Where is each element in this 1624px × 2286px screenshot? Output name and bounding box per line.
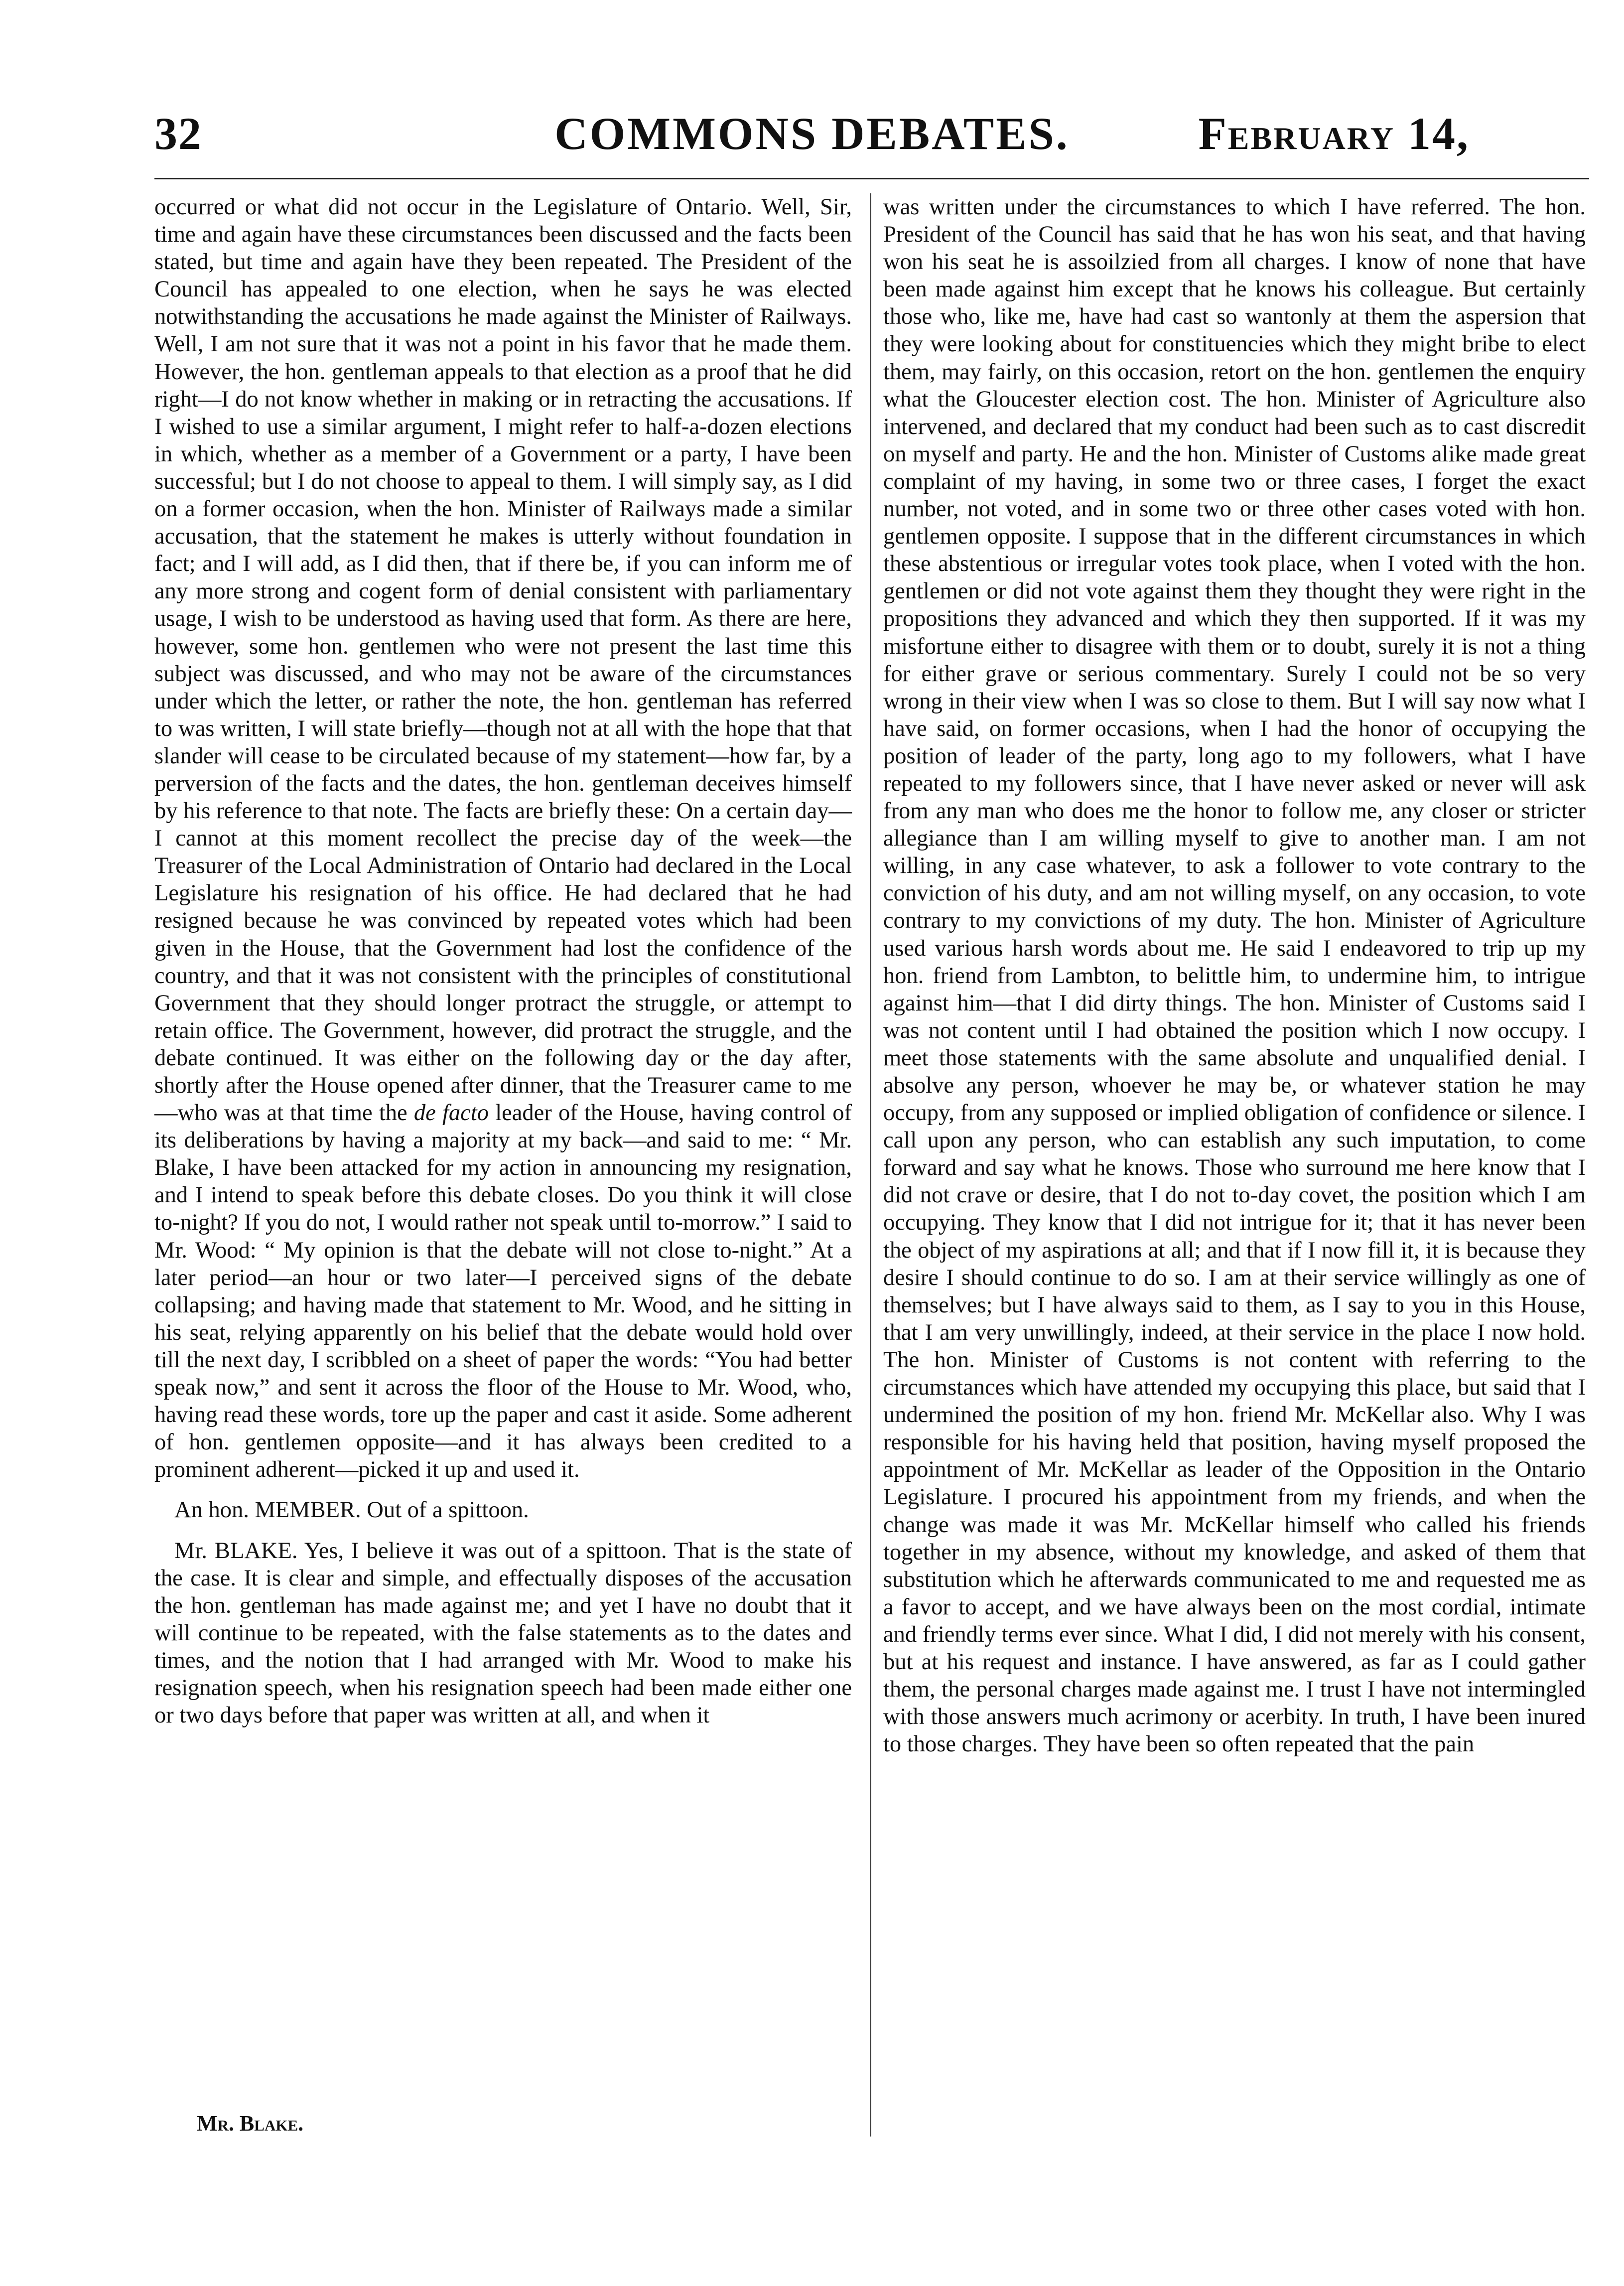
right-column xyxy=(883,193,1586,1758)
left-paragraph-3: Mr. BLAKE. Yes, I believe it was out of a spittoon. That is the state of the case. It is clear and simple, and effectually disposes of the accusation the hon. gentleman has made against me; and yet I have no doubt that it will continue to be repeated, with the false statements as to the dates and times, and the notion that I had arranged with Mr. Wood to make his resignation speech, when his resignation speech had been made either one or two days before that paper was written at all, and when it xyxy=(154,1538,852,1728)
header-date: February 14, xyxy=(1198,108,1470,159)
italic-de-facto: de facto xyxy=(413,1100,489,1126)
left-column xyxy=(154,193,852,1729)
publication-title: COMMONS DEBATES. xyxy=(554,108,1070,159)
left-paragraph-1 xyxy=(154,193,852,1483)
left-paragraph-2: An hon. MEMBER. Out of a spittoon. xyxy=(174,1497,529,1523)
header-rule xyxy=(154,178,1589,179)
running-footer-name: Mr. Blake. xyxy=(197,2111,304,2136)
column-divider xyxy=(870,193,871,2137)
page-number: 32 xyxy=(154,108,202,159)
left-paragraph-1-text: occurred or what did not occur in the Legislature of Ontario. Well, Sir, time and again have these circumstances been discussed and the facts been stated, but time and again have they been repeated. The President of the Council has appealed to one election, when he says he was elected notwithstanding the accusations he made against the Minister of Railways. Well, I am not sure that it was not a point in his favor that he made them. However, the hon. gentleman appeals to that election as a proof that he did right—I do not know whether in making or in retracting the accusations. If I wished to use a similar argument, I might refer to half-a-dozen elections in which, whether as a member of a Government or a party, I have been successful; but I do not choose to appeal to them. I will simply say, as I did on a former occasion, when the hon. Minister of Railways made a similar accusation, that the statement he makes is utterly without foundation in fact; and I will add, as I did then, that if there be, if you can inform me of any more strong and cogent form of denial consistent with parliamentary usage, I wish to be understood as having used that form. As there are here, however, some hon. gentlemen who were not present the last time this subject was discussed, and who may not be aware of the circumstances under which the letter, or rather the note, the hon. gentleman has referred to was written, I will state briefly—though not at all with the hope that that slander will cease to be circulated because of my statement—how far, by a perversion of the facts and the dates, the hon. gentleman deceives himself by his reference to that note. The facts are briefly these: On a certain day—I cannot at this moment recollect the precise day of the week—the Treasurer of the Local Administration of Ontario had declared in the Local Legislature his resignation of his office. He had declared that he had resigned because he was convinced by repeated votes which had been given in the House, that the Government had lost the confidence of the country, and that it was not consistent with the principles of constitutional Government that they should longer protract the struggle, or attempt to retain office. The Government, however, did protract the struggle, and the debate continued. It was either on the following day or the day after, shortly after the House opened after dinner, that the Treasurer came to me—who was at that time the xyxy=(154,194,852,1126)
left-paragraph-1-tail: leader of the House, having control of its deliberations by having a majority at my back—and said to me: “ Mr. Blake, I have been attacked for my action in announcing my resignation, and I intend to speak before this debate closes. Do you think it will close to-night? If you do not, I would rather not speak until to-morrow.” I said to Mr. Wood: “ My opinion is that the debate will not close to-night.” At a later period—an hour or two later—I perceived signs of the debate collapsing; and having made that statement to Mr. Wood, and he sitting in his seat, relying apparently on his belief that the debate would hold over till the next day, I scribbled on a sheet of paper the words: “You had better speak now,” and sent it across the floor of the House to Mr. Wood, who, having read these words, tore up the paper and cast it aside. Some adherent of hon. gentlemen opposite—and it has always been credited to a prominent adherent—picked it up and used it. xyxy=(154,1100,852,1483)
right-paragraph-1: was written under the circumstances to which I have referred. The hon. President of the Council has said that he has won his seat, and that having won his seat he is assoilzied from all charges. I know of none that have been made against him except that he knows his colleague. But certainly those who, like me, have had cast so wantonly at them the aspersion that they were looking about for constituencies which they might bribe to elect them, may fairly, on this occasion, retort on the hon. gentlemen the enquiry what the Gloucester election cost. The hon. Minister of Agriculture also intervened, and declared that my conduct had been such as to cast discredit on myself and party. He and the hon. Minister of Customs alike made great complaint of my having, in some two or three cases, I forget the exact number, not voted, and in some two or three other cases voted with hon. gentlemen opposite. I suppose that in the different circumstances in which these abstentious or irregular votes took place, when I voted with the hon. gentlemen or did not vote against them they thought they were right in the propositions they advanced and which they then supported. If it was my misfortune either to disagree with them or to doubt, surely it is not a thing for either grave or serious commentary. Surely I could not be so very wrong in their view when I was so close to them. But I will say now what I have said, on former occasions, when I had the honor of occupying the position of leader of the party, long ago to my followers, what I have repeated to my followers since, that I have never asked or never will ask from any man who does me the honor to follow me, any closer or stricter allegiance than I am willing myself to give to another man. I am not willing, in any case whatever, to ask a follower to vote contrary to the conviction of his duty, and am not willing myself, on any occasion, to vote contrary to my convictions of my duty. The hon. Minister of Agriculture used various harsh words about me. He said I endeavored to trip up my hon. friend from Lambton, to belittle him, to undermine him, to intrigue against him—that I did dirty things. The hon. Minister of Customs said I was not content until I had obtained the position which I now occupy. I meet those statements with the same absolute and unqualified denial. I absolve any person, whoever he may be, or whatever station he may occupy, from any supposed or implied obligation of confidence or silence. I call upon any person, who can establish any such imputation, to come forward and say what he knows. Those who surround me here know that I did not crave or desire, that I do not to-day covet, the position which I am occupying. They know that I did not intrigue for it; that it has never been the object of my aspirations at all; and that if I now fill it, it is because they desire I should continue to do so. I am at their service willingly as one of themselves; but I have always said to them, as I say to you in this House, that I am very unwillingly, indeed, at their service in the place I now hold. The hon. Minister of Customs is not content with referring to the circumstances which have attended my occupying this place, but said that I undermined the position of my hon. friend Mr. McKellar also. Why I was responsible for his having held that position, having myself proposed the appointment of Mr. McKellar as leader of the Opposition in the Ontario Legislature. I procured his appointment from my friends, and when the change was made it was Mr. McKellar himself who called his friends together in my absence, without my knowledge, and asked of them that substitution which he afterwards communicated to me and requested me as a favor to accept, and we have always been on the most cordial, intimate and friendly terms ever since. What I did, I did not merely with his consent, but at his request and instance. I have answered, as far as I could gather them, the personal charges made against me. I trust I have not intermingled with those answers much acrimony or acerbity. In truth, I have been inured to those charges. They have been so often repeated that the pain xyxy=(883,194,1586,1757)
page-header xyxy=(154,107,1470,162)
